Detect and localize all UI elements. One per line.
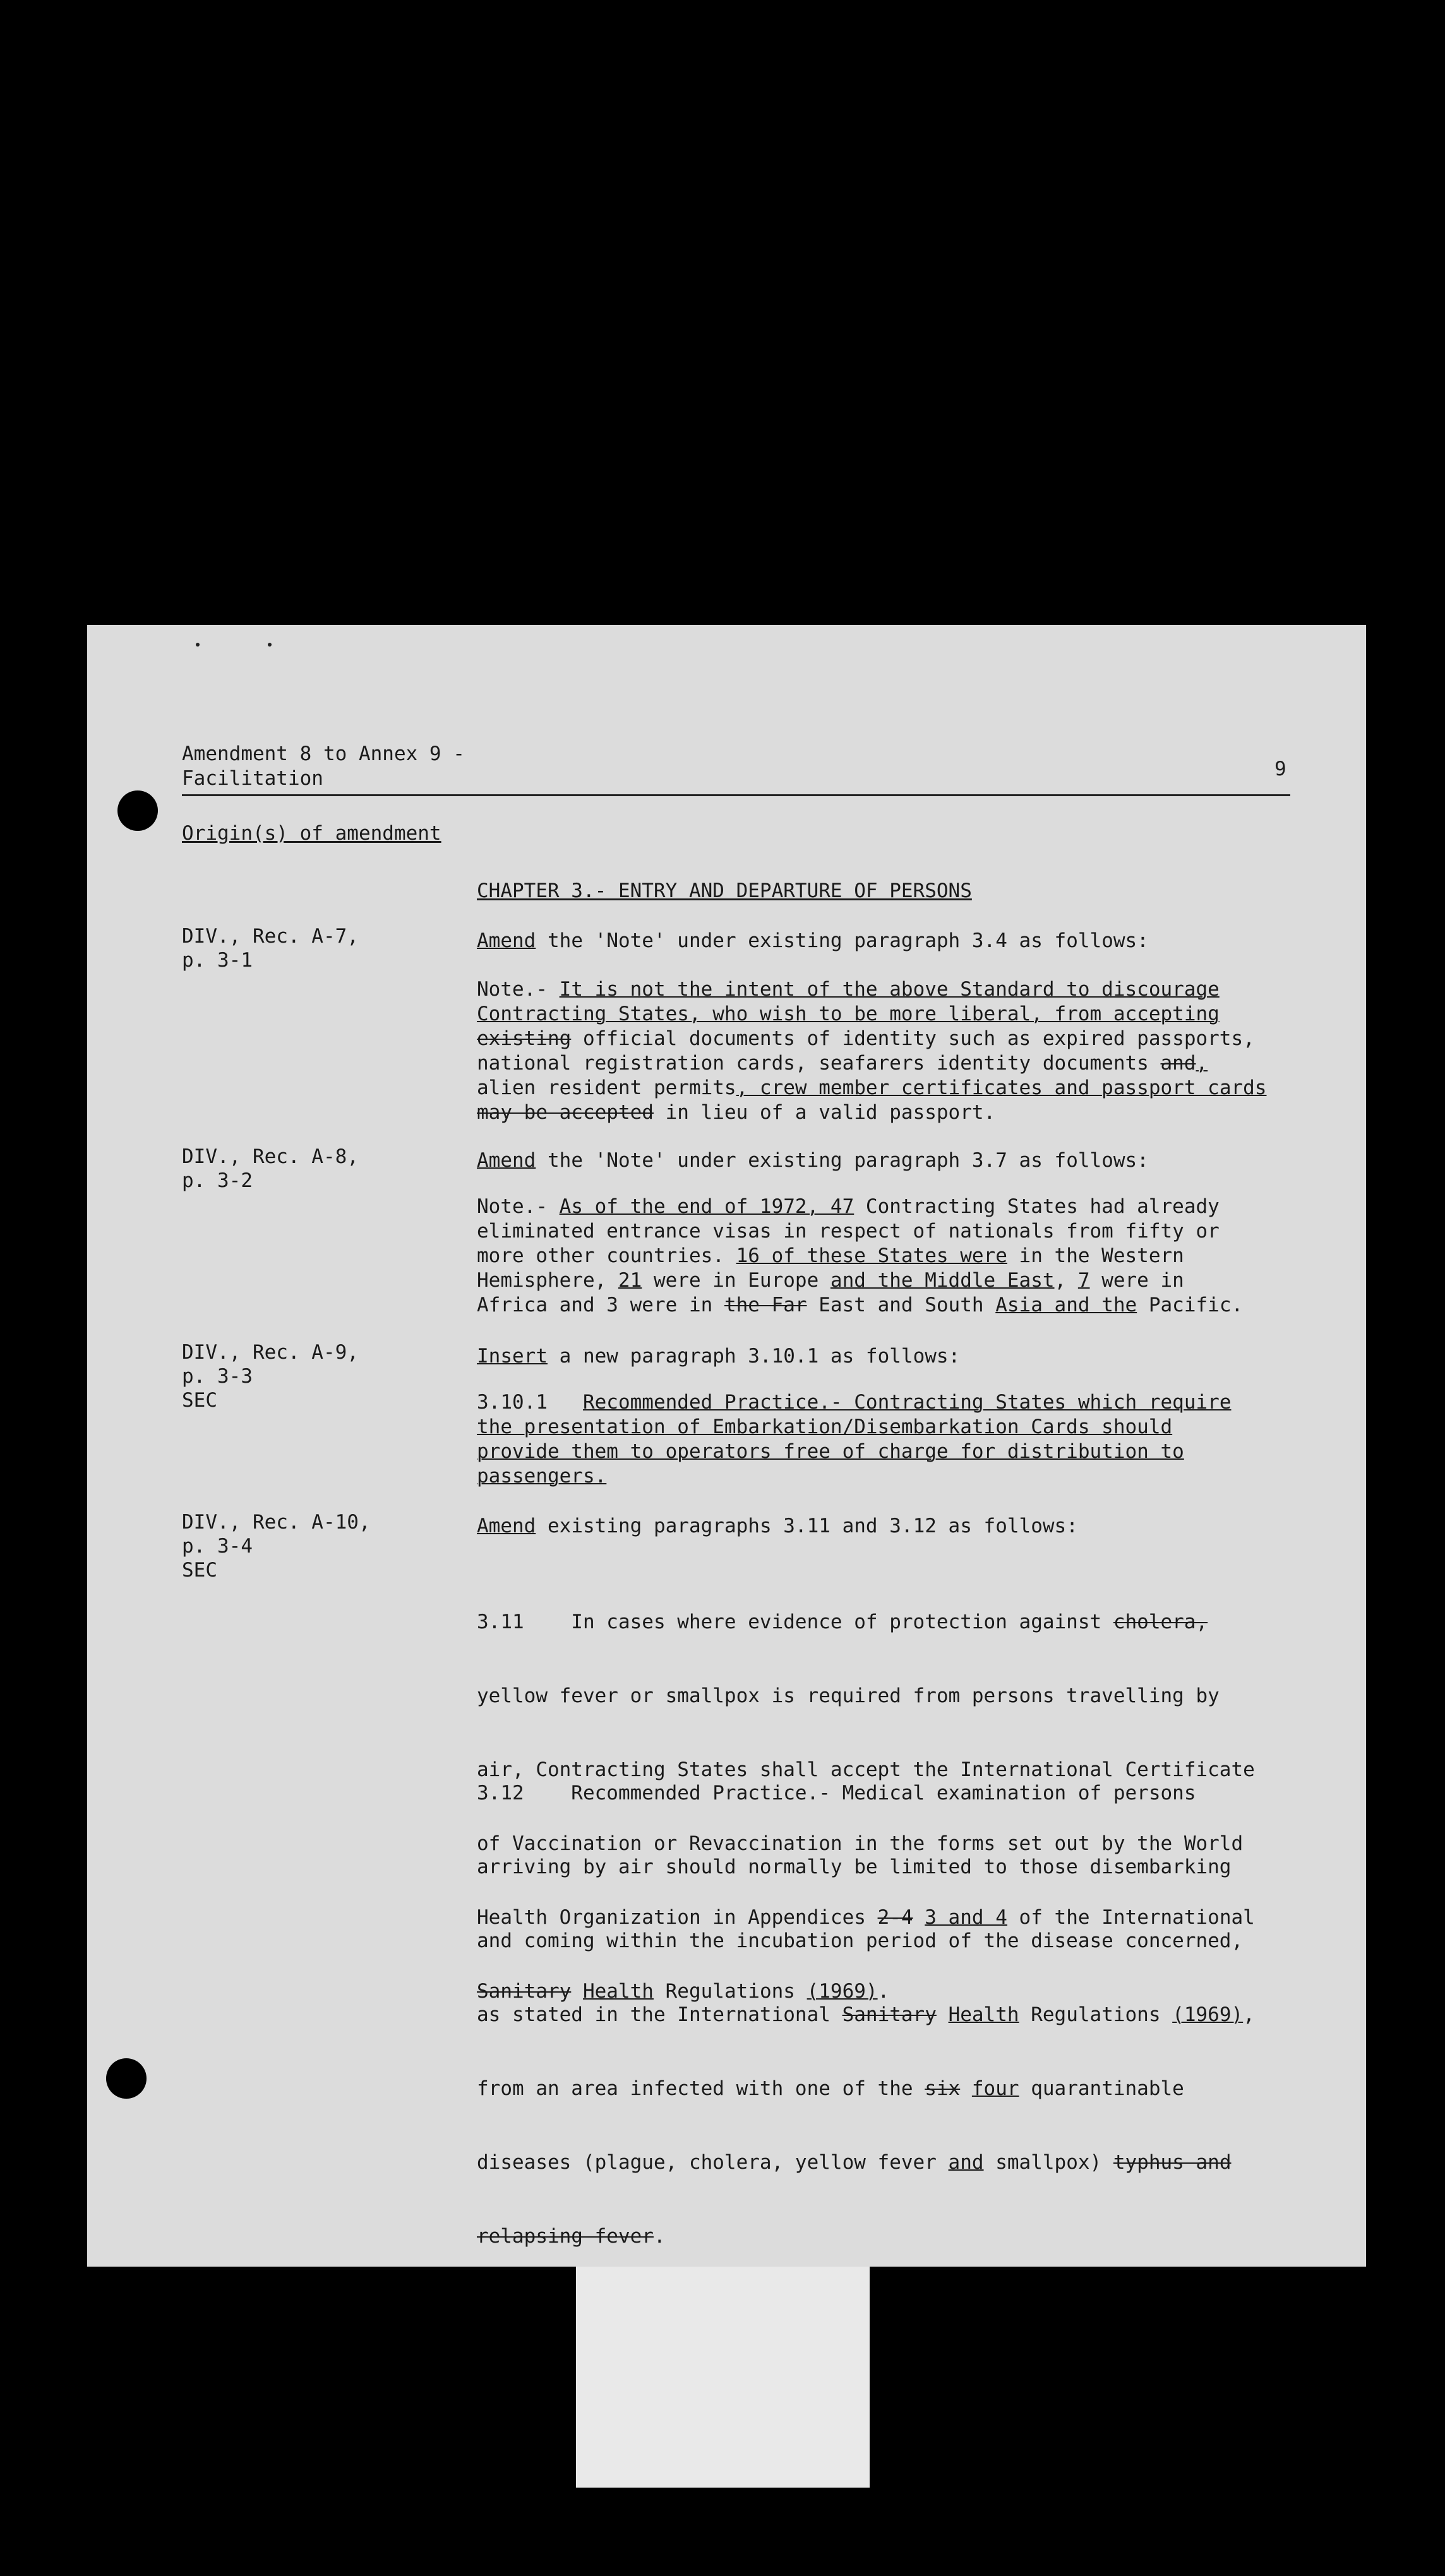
section-instruction	[477, 1149, 1149, 1172]
instruction-text: the 'Note' under existing paragraph 3.4 as follows:	[548, 929, 1149, 952]
instruction-verb: Amend	[477, 929, 536, 952]
instruction-verb: Insert	[477, 1345, 548, 1368]
instruction-text: a new paragraph 3.10.1 as follows:	[559, 1345, 961, 1368]
section-ref: DIV., Rec. A-7, p. 3-1	[182, 925, 359, 972]
note-paragraph-3-4: Note.- It is not the intent of the above Standard to discourage Contracting States, who wish to be more liberal, from accepting existing official documents of identity such as expired passports, national registration cards, seafarers identity documents and, alien resident permits, crew member certificates and passport cards may be accepted in lieu of a valid passport.	[477, 978, 1267, 1124]
origins-heading: Origin(s) of amendment	[182, 822, 441, 845]
speck-mark	[268, 643, 272, 647]
section-instruction	[477, 1515, 1078, 1537]
note-paragraph-3-7: Note.- As of the end of 1972, 47 Contracting States had already eliminated entrance visas in respect of nationals from fifty or more other countries. 16 of these States were in the Western Hemisphere, 21 were in Europe and the Middle East, 7 were in Africa and 3 were in the Far East and South Asia and the Pacific.	[477, 1195, 1244, 1316]
section-instruction	[477, 1345, 960, 1368]
header-rule	[182, 794, 1290, 796]
section-ref: DIV., Rec. A-9, p. 3-3 SEC	[182, 1341, 359, 1412]
header-line-1: Amendment 8 to Annex 9 -	[182, 742, 465, 765]
chapter-title: CHAPTER 3.- ENTRY AND DEPARTURE OF PERSONS	[477, 880, 972, 902]
paragraph-3-10-1: 3.10.1 Recommended Practice.- Contracting States which require the presentation of Embarkation/Disembarkation Cards should provide them to operators free of charge for distribution to passengers.	[477, 1391, 1232, 1488]
document-page	[87, 625, 1366, 2267]
section-ref: DIV., Rec. A-10, p. 3-4 SEC	[182, 1511, 371, 1582]
instruction-verb: Amend	[477, 1515, 536, 1537]
instruction-text: the 'Note' under existing paragraph 3.7 as follows:	[548, 1149, 1149, 1172]
speck-mark	[196, 643, 200, 647]
punch-hole-top	[117, 790, 158, 831]
paragraph-3-12: 3.12 Recommended Practice.- Medical examination of persons arriving by air should normally be limited to those disembarking and coming within the incubation period of the disease concerned, as stated in the International Sanitary Health Regulations (1969), from an area infected with one of the six four quarantinable diseases (plague, cholera, yellow fever and smallpox) typhus and relapsing fever.	[477, 1782, 1255, 2248]
instruction-verb: Amend	[477, 1149, 536, 1172]
page-number: 9	[1274, 758, 1286, 780]
punch-hole-bottom	[106, 2058, 147, 2099]
instruction-text: existing paragraphs 3.11 and 3.12 as follows:	[548, 1515, 1078, 1537]
blank-slip-card	[576, 2267, 870, 2488]
section-ref: DIV., Rec. A-8, p. 3-2	[182, 1145, 359, 1192]
document-header	[182, 742, 465, 791]
paragraph-3-11: 3.11 In cases where evidence of protection against cholera, yellow fever or smallpox is required from persons travelling by air, Contracting States shall accept the International Certificate of Vaccination or Revaccination in the forms set out by the World Health Organization in Appendices 2-4 3 and 4 of the International Sanitary Health Regulations (1969).	[477, 1611, 1255, 2003]
section-instruction	[477, 929, 1149, 952]
header-line-2: Facilitation	[182, 767, 323, 790]
